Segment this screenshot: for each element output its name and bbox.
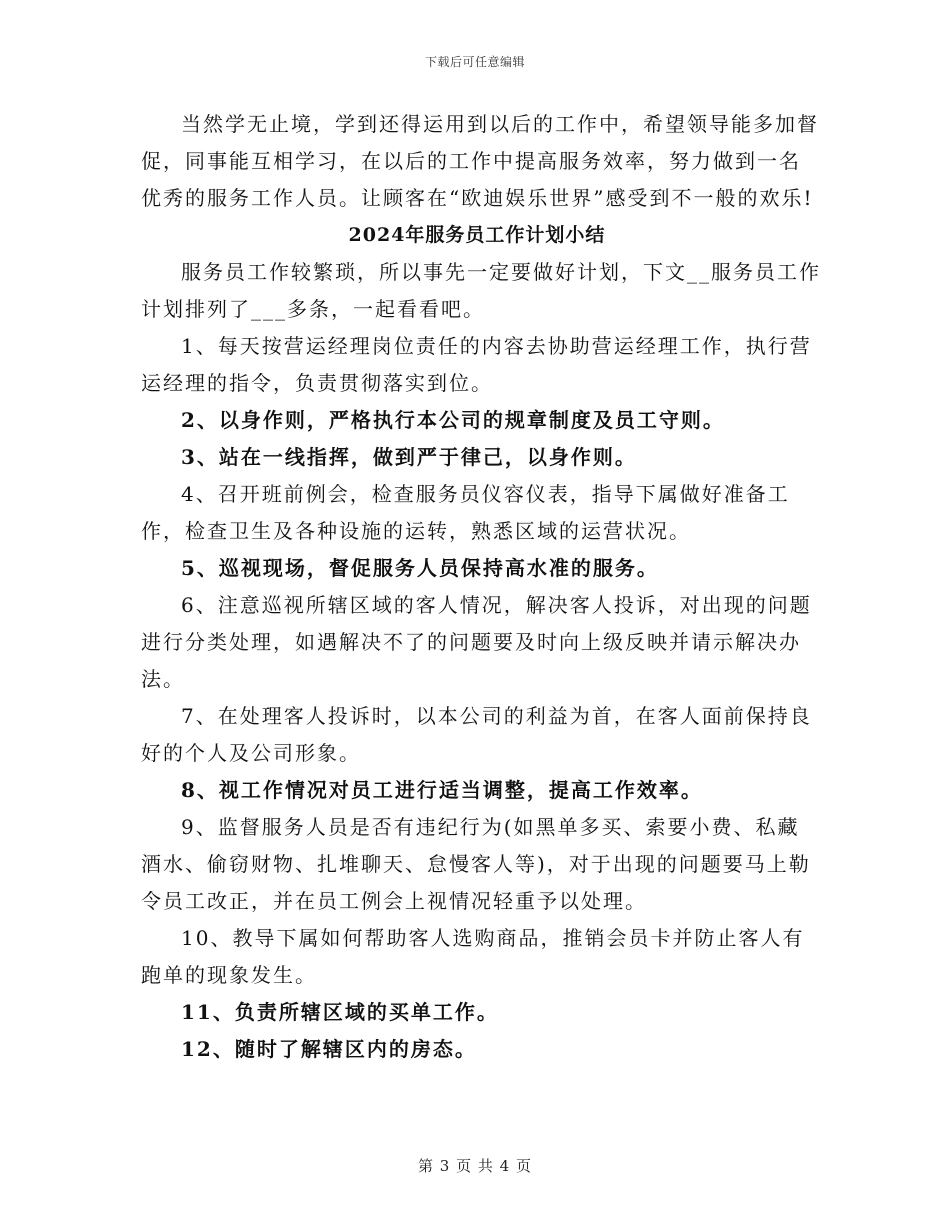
plan-item-1: 1、每天按营运经理岗位责任的内容去协助营运经理工作，执行营运经理的指令，负责贯彻落实到位。 <box>141 334 812 395</box>
header-note: 下载后可任意编辑 <box>424 55 525 69</box>
document-body <box>141 106 821 1068</box>
plan-item-3: 3、站在一线指挥，做到严于律己，以身作则。 <box>181 445 637 469</box>
plan-item-11: 11、负责所辖区域的买单工作。 <box>181 1000 499 1024</box>
plan-item-4: 4、召开班前例会，检查服务员仪容仪表，指导下属做好准备工作，检查卫生及各种设施的运转，熟悉区域的运营状况。 <box>141 482 790 543</box>
plan-item-12: 12、随时了解辖区内的房态。 <box>181 1037 477 1061</box>
intro-paragraph: 当然学无止境，学到还得运用到以后的工作中，希望领导能多加督促，同事能互相学习，在以后的工作中提高服务效率，努力做到一名优秀的服务工作人员。让顾客在“欧迪娱乐世界”感受到不一般的欢乐! <box>141 112 819 210</box>
plan-item-2: 2、以身作则，严格执行本公司的规章制度及员工守则。 <box>181 408 725 432</box>
plan-item-8: 8、视工作情况对员工进行适当调整，提高工作效率。 <box>181 778 703 802</box>
plan-item-5: 5、巡视现场，督促服务人员保持高水准的服务。 <box>181 556 659 580</box>
plan-item-9: 9、监督服务人员是否有违纪行为(如黑单多买、索要小费、私藏酒水、偷窃财物、扎堆聊天、怠慢客人等)，对于出现的问题要马上勒令员工改正，并在员工例会上视情况轻重予以处理。 <box>141 815 811 913</box>
page-indicator: 第 3 页 共 4 页 <box>418 1157 532 1175</box>
plan-item-7: 7、在处理客人投诉时，以本公司的利益为首，在客人面前保持良好的个人及公司形象。 <box>141 704 812 765</box>
plan-item-6: 6、注意巡视所辖区域的客人情况，解决客人投诉，对出现的问题进行分类处理，如遇解决不了的问题要及时向上级反映并请示解决办法。 <box>141 593 812 691</box>
document-title: 2024年服务员工作计划小结 <box>348 224 606 246</box>
plan-item-10: 10、教导下属如何帮助客人选购商品，推销会员卡并防止客人有跑单的现象发生。 <box>141 926 805 987</box>
lead-paragraph: 服务员工作较繁琐，所以事先一定要做好计划，下文__服务员工作计划排列了___多条，一起看看吧。 <box>141 260 821 321</box>
